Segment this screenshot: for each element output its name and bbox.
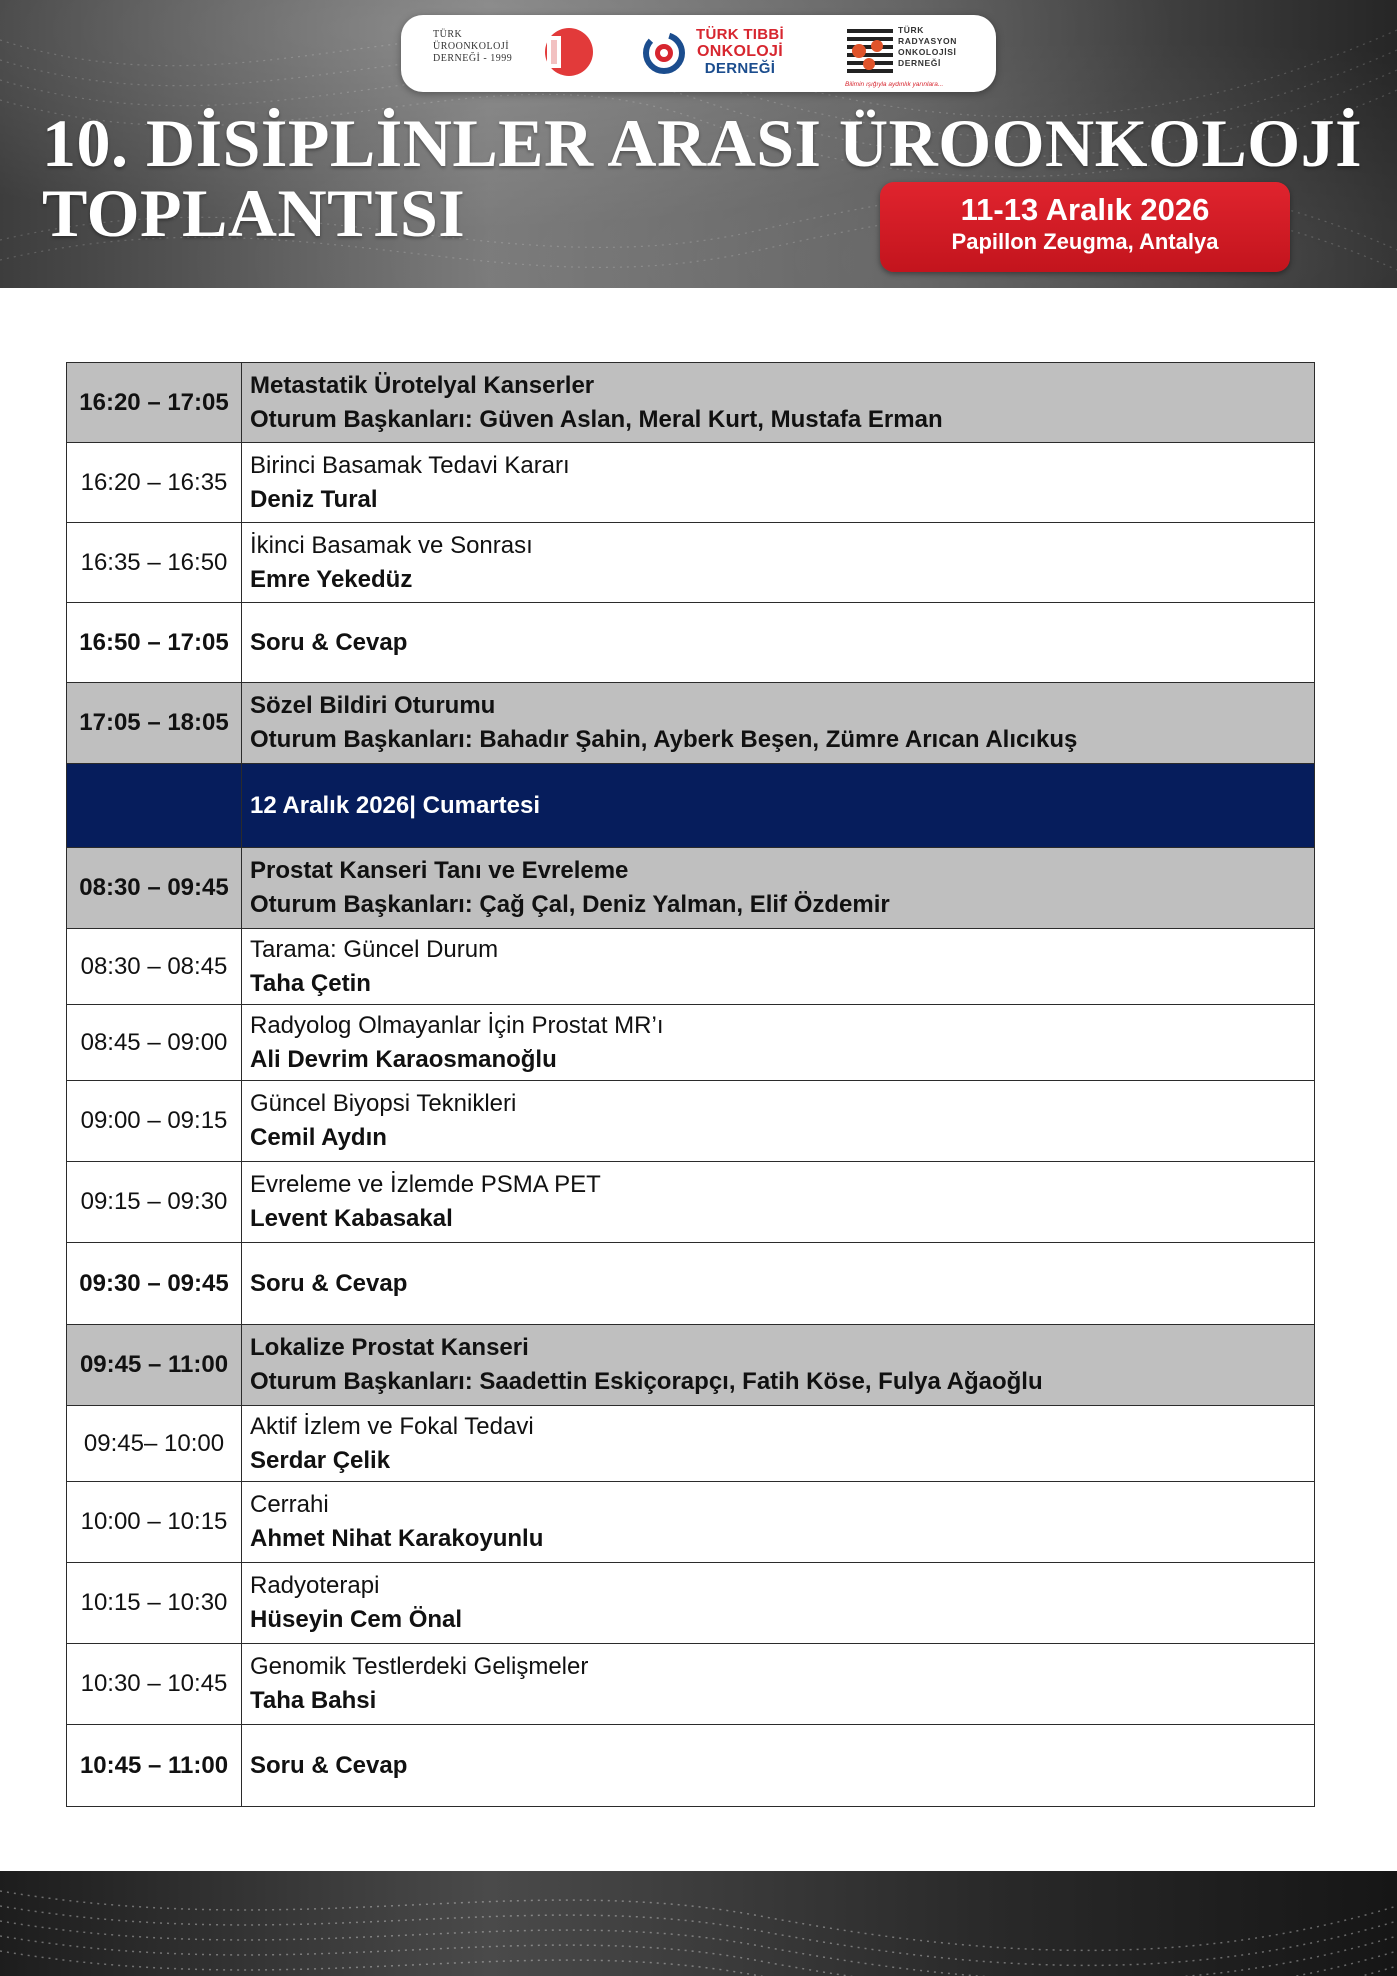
- event-date: 11-13 Aralık 2026: [960, 192, 1210, 227]
- content-cell: [242, 1081, 1315, 1162]
- talk-title: Evreleme ve İzlemde PSMA PET: [250, 1171, 601, 1198]
- session-chairs: Oturum Başkanları: Saadettin Eskiçorapçı, Fatih Köse, Fulya Ağaoğlu: [250, 1368, 1043, 1395]
- talk-row: [67, 929, 1315, 1005]
- program-table-body: [67, 363, 1315, 1807]
- session-row: [67, 848, 1315, 929]
- red-disc-emblem: [543, 26, 595, 78]
- content-cell: [242, 1162, 1315, 1243]
- time-cell: 16:20 – 17:05: [67, 363, 242, 443]
- content-cell: [242, 764, 1315, 848]
- speaker-name: Deniz Tural: [250, 485, 378, 513]
- talk-row: [67, 1081, 1315, 1162]
- talk-title: Birinci Basamak Tedavi Kararı: [250, 451, 570, 479]
- content-cell: [242, 1243, 1315, 1325]
- event-title-line: 10. DİSİPLİNLER ARASI ÜROONKOLOJİ: [42, 105, 1363, 181]
- speaker-name: Hüseyin Cem Önal: [250, 1606, 463, 1633]
- logo-text-line: TÜRK TIBBİ: [696, 26, 784, 43]
- time-cell: [67, 764, 242, 848]
- logo-text-line: DERNEĞİ - 1999: [433, 53, 513, 64]
- qa-row: [67, 1243, 1315, 1325]
- content-cell: [242, 1482, 1315, 1563]
- program-table: [66, 362, 1315, 1807]
- day-header-row: [67, 764, 1315, 848]
- talk-row: [67, 1005, 1315, 1081]
- time-cell: 08:45 – 09:00: [67, 1005, 242, 1081]
- talk-title: Genomik Testlerdeki Gelişmeler: [250, 1653, 589, 1680]
- particle-wave-graphic: [0, 1871, 1397, 1976]
- content-cell: [242, 683, 1315, 764]
- talk-title: Cerrahi: [250, 1491, 329, 1518]
- time-cell: 10:45 – 11:00: [67, 1725, 242, 1807]
- session-title: Metastatik Ürotelyal Kanserler: [250, 371, 595, 399]
- time-cell: 09:30 – 09:45: [67, 1243, 242, 1325]
- content-cell: [242, 1563, 1315, 1644]
- speaker-name: Taha Bahsi: [250, 1687, 377, 1714]
- time-cell: 09:00 – 09:15: [67, 1081, 242, 1162]
- grid-emblem: [845, 26, 895, 80]
- tibbi-onkoloji-dernegi-logo: [641, 23, 786, 85]
- session-row: [67, 363, 1315, 443]
- talk-row: [67, 1406, 1315, 1482]
- content-cell: [242, 1725, 1315, 1807]
- talk-row: [67, 443, 1315, 523]
- speaker-name: Taha Çetin: [250, 969, 371, 997]
- time-cell: 17:05 – 18:05: [67, 683, 242, 764]
- logo-text-line: TÜRK: [898, 25, 925, 35]
- speaker-name: Cemil Aydın: [250, 1124, 387, 1151]
- time-cell: 10:30 – 10:45: [67, 1644, 242, 1725]
- qa-row: [67, 1725, 1315, 1807]
- talk-row: [67, 1162, 1315, 1243]
- sponsor-logo-bar: [401, 15, 996, 92]
- speaker-name: Emre Yekedüz: [250, 565, 413, 593]
- logo-motto: Bilimin ışığıyla aydınlık yarınlara...: [845, 81, 944, 88]
- talk-title: Soru & Cevap: [250, 1751, 408, 1779]
- speaker-name: Ali Devrim Karaosmanoğlu: [250, 1045, 557, 1073]
- content-cell: [242, 523, 1315, 603]
- footer-banner: [0, 1871, 1397, 1976]
- talk-title: Soru & Cevap: [250, 1269, 408, 1297]
- talk-title: Aktif İzlem ve Fokal Tedavi: [250, 1412, 534, 1440]
- time-cell: 08:30 – 08:45: [67, 929, 242, 1005]
- time-cell: 16:35 – 16:50: [67, 523, 242, 603]
- speaker-name: Ahmet Nihat Karakoyunlu: [250, 1525, 544, 1552]
- logo-text-line: TÜRK: [433, 29, 463, 40]
- time-cell: 09:45– 10:00: [67, 1406, 242, 1482]
- logo-text-line: RADYASYON: [898, 36, 957, 46]
- session-title: Prostat Kanseri Tanı ve Evreleme: [250, 857, 629, 884]
- content-cell: [242, 1406, 1315, 1482]
- qa-row: [67, 603, 1315, 683]
- time-cell: 16:50 – 17:05: [67, 603, 242, 683]
- session-title: Lokalize Prostat Kanseri: [250, 1334, 529, 1361]
- logo-text-line: DERNEĞİ: [898, 58, 941, 68]
- content-cell: [242, 603, 1315, 683]
- talk-title: Güncel Biyopsi Teknikleri: [250, 1090, 517, 1117]
- content-cell: [242, 1005, 1315, 1081]
- uroonkoloji-dernegi-logo: [433, 23, 583, 85]
- logo-text-line: ONKOLOJİSİ: [898, 47, 957, 57]
- event-venue: Papillon Zeugma, Antalya: [951, 229, 1219, 254]
- session-chairs: Oturum Başkanları: Çağ Çal, Deniz Yalman, Elif Özdemir: [250, 891, 890, 918]
- talk-title: Soru & Cevap: [250, 628, 408, 656]
- content-cell: [242, 443, 1315, 523]
- event-date-badge: [880, 182, 1290, 272]
- talk-row: [67, 1644, 1315, 1725]
- speaker-name: Levent Kabasakal: [250, 1205, 453, 1232]
- swirl-emblem: [641, 30, 687, 76]
- speaker-name: Serdar Çelik: [250, 1446, 391, 1474]
- talk-title: Radyoterapi: [250, 1572, 380, 1599]
- logo-text-line: ÜROONKOLOJİ: [433, 41, 510, 52]
- content-cell: [242, 363, 1315, 443]
- talk-row: [67, 523, 1315, 603]
- session-row: [67, 683, 1315, 764]
- session-row: [67, 1325, 1315, 1406]
- time-cell: 10:15 – 10:30: [67, 1563, 242, 1644]
- talk-title: İkinci Basamak ve Sonrası: [250, 531, 533, 559]
- talk-row: [67, 1563, 1315, 1644]
- time-cell: 10:00 – 10:15: [67, 1482, 242, 1563]
- session-title: Sözel Bildiri Oturumu: [250, 692, 496, 719]
- time-cell: 16:20 – 16:35: [67, 443, 242, 523]
- content-cell: [242, 1325, 1315, 1406]
- talk-title: Tarama: Güncel Durum: [250, 935, 499, 963]
- header-banner: [0, 0, 1397, 288]
- content-cell: [242, 1644, 1315, 1725]
- time-cell: 09:45 – 11:00: [67, 1325, 242, 1406]
- talk-title: Radyolog Olmayanlar İçin Prostat MR’ı: [250, 1011, 664, 1039]
- time-cell: 09:15 – 09:30: [67, 1162, 242, 1243]
- day-title: 12 Aralık 2026| Cumartesi: [250, 791, 540, 819]
- content-cell: [242, 929, 1315, 1005]
- talk-row: [67, 1482, 1315, 1563]
- content-cell: [242, 848, 1315, 929]
- logo-text-line: ONKOLOJİ: [697, 43, 783, 60]
- session-chairs: Oturum Başkanları: Bahadır Şahin, Ayberk Beşen, Zümre Arıcan Alıcıkuş: [250, 726, 1078, 753]
- logo-text-line: DERNEĞİ: [704, 60, 776, 77]
- radyasyon-onkolojisi-dernegi-logo: [845, 23, 985, 88]
- event-title-line: TOPLANTISI: [42, 175, 466, 251]
- time-cell: 08:30 – 09:45: [67, 848, 242, 929]
- session-chairs: Oturum Başkanları: Güven Aslan, Meral Kurt, Mustafa Erman: [250, 405, 943, 433]
